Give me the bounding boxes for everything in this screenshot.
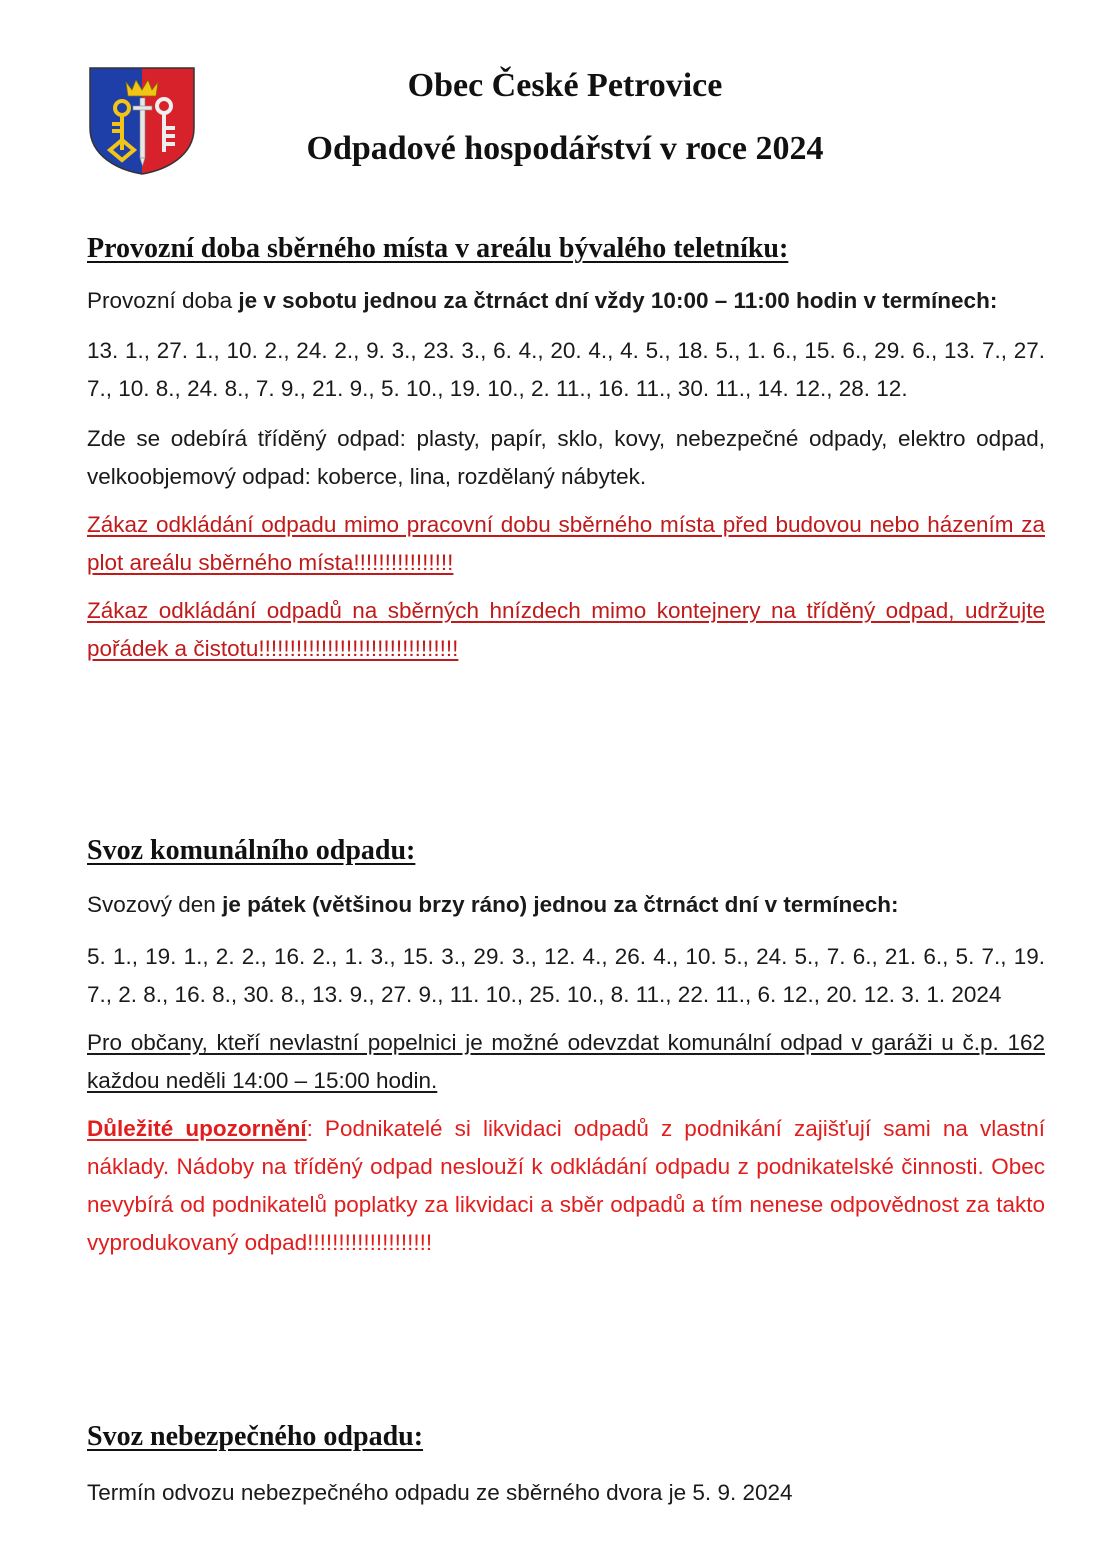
section-heading-collection-point: Provozní doba sběrného místa v areálu bývalého teletníku: <box>87 233 789 264</box>
section-heading-municipal-waste: Svoz komunálního odpadu: <box>87 835 416 866</box>
accepted-waste-text: Zde se odebírá tříděný odpad: plasty, papír, sklo, kovy, nebezpečné odpady, elektro odpad, velkoobjemový odpad: koberce, lina, rozdělaný nábytek. <box>87 426 1045 489</box>
warning-collection-nests: Zákaz odkládání odpadů na sběrných hnízdech mimo kontejnery na tříděný odpad, udržujte pořádek a čistotu!!!!!!!!!!!!!!!!!!!!!!!!!!!!!!!! <box>87 598 1045 661</box>
hazardous-waste-date-text: Termín odvozu nebezpečného odpadu ze sběrného dvora je 5. 9. 2024 <box>87 1480 793 1505</box>
warning-dumping-outside-hours: Zákaz odkládání odpadu mimo pracovní dobu sběrného místa před budovou nebo házením za plot areálu sběrného místa!!!!!!!!!!!!!!!! <box>87 512 1045 575</box>
section-hazardous-waste <box>87 1420 1045 1512</box>
section-municipal-waste <box>87 834 1045 1262</box>
municipal-waste-day: Svozový den je pátek (většinou brzy ráno) jednou za čtrnáct dní v termínech: <box>87 892 899 917</box>
municipality-title: Obec České Petrovice <box>407 67 723 104</box>
document-title: Odpadové hospodářství v roce 2024 <box>306 130 824 167</box>
municipal-waste-dates: 5. 1., 19. 1., 2. 2., 16. 2., 1. 3., 15. 3., 29. 3., 12. 4., 26. 4., 10. 5., 24. 5., 7. 6., 21. 6., 5. 7., 19. 7., 2. 8., 16. 8., 30. 8., 13. 9., 27. 9., 11. 10., 25. 10., 8. 11., 22. 11., 6. 12., 20. 12. 3. 1. 2024 <box>87 944 1045 1007</box>
garage-collection-note: Pro občany, kteří nevlastní popelnici je možné odevzdat komunální odpad v garáži u č.p. 162 každou neděli 14:00 – 15:00 hodin. <box>87 1030 1045 1093</box>
collection-point-hours: Provozní doba je v sobotu jednou za čtrnáct dní vždy 10:00 – 11:00 hodin v termínech: <box>87 288 998 313</box>
business-waste-notice: Důležité upozornění: Podnikatelé si likvidaci odpadů z podnikání zajišťují sami na vlastní náklady. Nádoby na tříděný odpad neslouží k odkládání odpadu z podnikatelské činnosti. Obec nevybírá od podnikatelů poplatky za likvidaci a sběr odpadů a tím nenese odpovědnost za takto vyprodukovaný odpad!!!!!!!!!!!!!!!!!!!! <box>87 1116 1045 1255</box>
collection-point-dates: 13. 1., 27. 1., 10. 2., 24. 2., 9. 3., 23. 3., 6. 4., 20. 4., 4. 5., 18. 5., 1. 6., 15. 6., 29. 6., 13. 7., 27. 7., 10. 8., 24. 8., 7. 9., 21. 9., 5. 10., 19. 10., 2. 11., 16. 11., 30. 11., 14. 12., 28. 12. <box>87 338 1045 401</box>
section-heading-hazardous-waste: Svoz nebezpečného odpadu: <box>87 1421 424 1452</box>
coat-of-arms-icon <box>88 66 196 176</box>
document-header <box>200 64 930 171</box>
important-notice-label: Důležité upozornění <box>87 1116 307 1141</box>
section-collection-point <box>87 232 1045 668</box>
